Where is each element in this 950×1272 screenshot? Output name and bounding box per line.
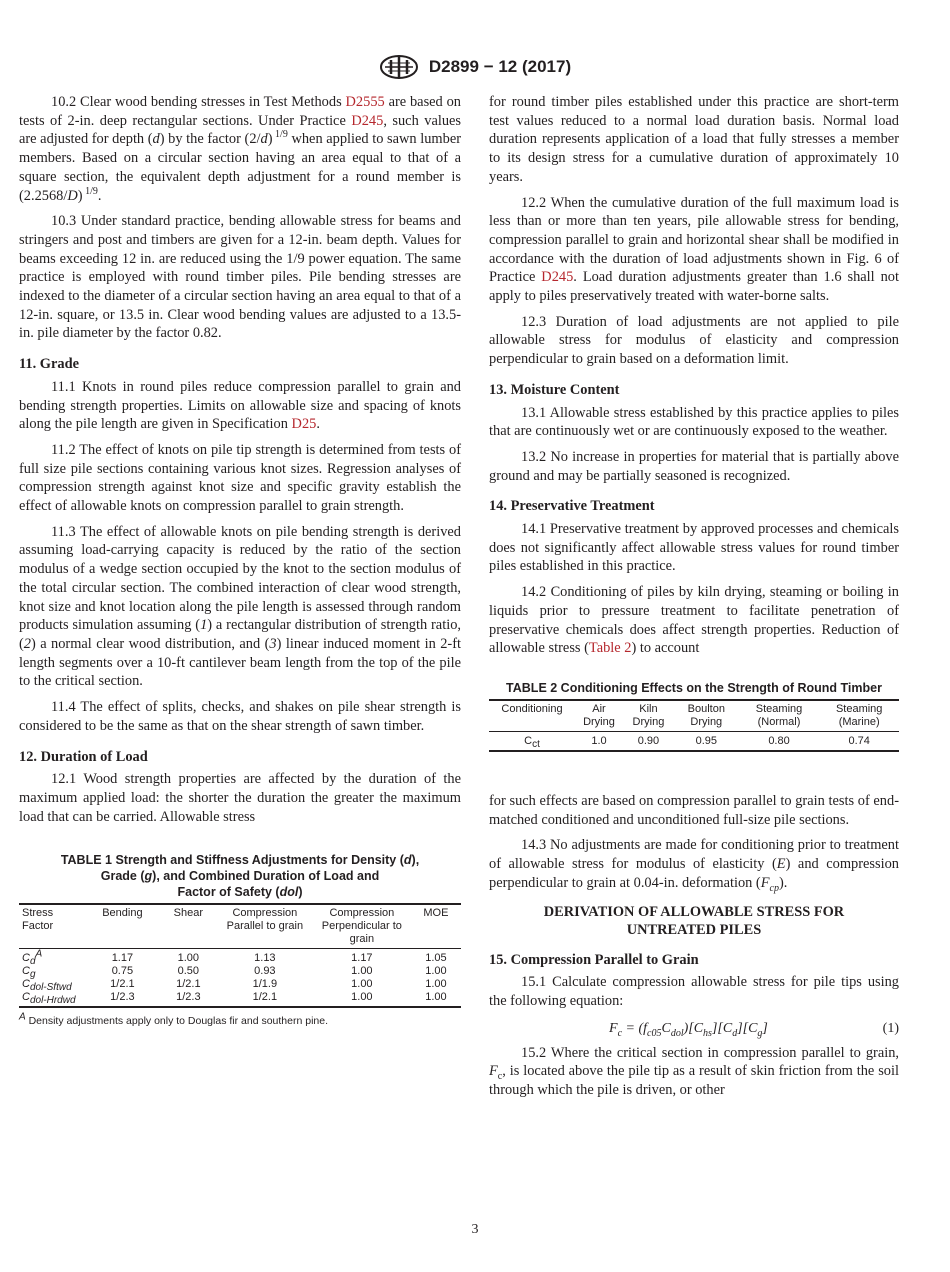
table-row [19,991,461,1007]
table-2-title: TABLE 2 Conditioning Effects on the Strength of Round Timber [506,680,882,695]
table-1 [19,852,461,1031]
table-cell: 0.90 [623,731,674,751]
paragraph-14-2-continued: for such effects are based on compression parallel to grain tests of end-matched conditioned and unconditioned full-size pile sections. [489,792,899,828]
table-2-header: Conditioning [489,700,575,732]
page-header [0,54,950,84]
table-cell: 1.00 [425,978,447,991]
paragraph-14-1: 14.1 Preservative treatment by approved processes and chemicals does not significantly affect allowable stress values for round timber piles established in this practice. [489,521,899,575]
table-cell: 1/2.3 [85,991,160,1007]
table-cell: 1.17 [111,952,134,965]
document-id: D2899 − 12 (2017) [428,57,572,76]
ref-table-2[interactable]: Table 2 [588,640,632,657]
paragraph-10-3: 10.3 Under standard practice, bending allowable stress for beams and stringers and post and timbers are given for a 12-in. beam depth. Values for beams exceeding 12 in. are reduced using the 1/9 power equation. The same practice is employed with round timber piles. Pile bending stresses are indexed to the diameter of a circular section having an area equal to that of a 12-in. square, or 13.5 in. Clear wood bending values are adjusted to a 13.5-in. pile diameter by the factor 0.82. [19,213,461,342]
paragraph-11-2: 11.2 The effect of knots on pile tip strength is determined from tests of full size pile sections containing various knot sizes. Regression analyses of compression strength against knot size and specific gravity establish the effect of allowable knots on compression parallel to grain strength. [19,441,461,515]
table-cell: 1.00 [351,965,373,978]
table-cell: 1.17 [351,952,373,965]
table-1-header: Shear [160,904,217,949]
table-cell: 1/1.9 [252,978,278,991]
table-cell: $C_{ct}$ [489,731,575,751]
table-2-header: Kiln Drying [623,700,674,732]
table-row [19,978,461,991]
ref-d2555[interactable]: D2555 [345,94,385,110]
table-1-footnote: $^A$ Density adjustments apply only to Douglas fir and southern pine. [19,1011,329,1028]
equation-1-body: $F_c = (f_{c05}C_{dol})[C_{hs}][C_d][C_g]$ [609,1020,768,1039]
table-cell: 1.0 [575,731,623,751]
table-1-grid [19,903,461,1008]
paragraph-12-1: 12.1 Wood strength properties are affected by the duration of the maximum applied load: the shorter the duration the greater the maximum load that can be carried. Allowable stress [19,771,461,825]
table-1-header: Compression Parallel to grain [217,904,313,949]
table-cell: 1.13 [254,952,276,965]
table-2-grid [489,699,899,752]
equation-1-number: (1) [882,1020,899,1036]
table-cell: 0.50 [177,965,200,978]
paragraph-13-2: 13.2 No increase in properties for material that is partially above ground and may be partially seasoned is recognized. [489,448,899,484]
section-13-heading: 13. Moisture Content [489,381,620,398]
table-row [19,965,461,978]
table-cell: 0.74 [819,731,899,751]
table-1-header: MOE [411,904,461,949]
table-cell: $C_g$ [22,965,36,981]
paragraph-15-1: 15.1 Calculate compression allowable stress for pile tips using the following equation: [489,974,899,1009]
left-column [19,93,461,1031]
table-cell: 0.95 [674,731,739,751]
table-2 [489,680,899,752]
table-2-header: Boulton Drying [674,700,739,732]
equation-1 [489,1018,899,1040]
table-cell: 1.00 [313,991,411,1007]
table-1-header-row [19,904,461,949]
table-row [19,949,461,966]
table-2-header: Steaming (Normal) [739,700,820,732]
table-2-header-row [489,700,899,732]
paragraph-15-2: 15.2 Where the critical section in compression parallel to grain, $F_c$, is located above the pile tip as a result of skin friction from the soil through which the pile is driven, or other [489,1044,899,1099]
section-11-heading: 11. Grade [19,356,79,373]
table-row [489,731,899,751]
table-cell: 1.00 [351,978,373,991]
paragraph-12-3: 12.3 Duration of load adjustments are not applied to pile allowable stress for modulus of elasticity and compression perpendicular to grain based on a deformation limit. [489,313,899,368]
table-cell: 1/2.3 [160,991,217,1007]
right-column [489,93,899,1107]
paragraph-14-3: 14.3 No adjustments are made for conditioning prior to treatment of allowable stress for modulus of elasticity (E) and compression perpendicular to grain at 0.04-in. deformation $(F_{cp})$. [489,837,899,894]
section-14-heading: 14. Preservative Treatment [489,498,655,515]
ref-d245[interactable]: D245 [351,112,384,129]
table-cell: 1/2.1 [110,978,135,991]
paragraph-12-2: 12.2 When the cumulative duration of the full maximum load is less than or more than ten years, pile allowable stress for bending, compression parallel to grain and horizontal shear shall be modified in accordance with the duration of load adjustments shown in Fig. 6 of Practice D245. Load duration adjustments greater than 1.6 shall not apply to piles preservatively treated with water-borne salts. [489,194,899,305]
table-cell: 1.00 [177,952,200,965]
paragraph-11-4: 11.4 The effect of splits, checks, and shakes on pile shear strength is considered to be the same as that on the shear strength of sawn timber. [19,699,461,734]
table-cell: $C_{dol-Sftwd}$ [22,978,72,994]
paragraph-14-2: 14.2 Conditioning of piles by kiln drying, steaming or boiling in liquids prior to pressure treatment to facilitate penetration of preservative chemicals does affect strength properties. Reduction of allowable stress (Table 2) to account [489,584,899,657]
table-1-title: TABLE 1 Strength and Stiffness Adjustments for Density (d), Grade (g), and Combined Duration of Load and Factor of Safety (dol) [60,853,420,900]
table-2-header: Air Drying [575,700,623,732]
table-cell: 0.80 [739,731,820,751]
paragraph-13-1: 13.1 Allowable stress established by this practice applies to piles that are continuously wet or are continuously exposed to the weather. [489,404,899,440]
table-cell: $C_d^A$ [22,948,43,968]
table-cell: 1.05 [425,952,447,965]
paragraph-11-1: 11.1 Knots in round piles reduce compression parallel to grain and bending strength properties. Limits on allowable size and spacing of knots along the pile length are given in Specification D25. [19,378,461,433]
table-1-header: Bending [85,904,160,949]
table-cell: 1.00 [425,965,447,978]
paragraph-12-1-continued: for round timber piles established under this practice are short-term test values reduced to a normal load duration basis. Normal load duration represents application of a load that fully stresses a member to its design stress for a cumulative duration of approximately 10 years. [489,94,899,185]
section-12-heading: 12. Duration of Load [19,748,148,765]
derivation-heading: DERIVATION OF ALLOWABLE STRESS FOR UNTREATED PILES [543,903,845,938]
table-1-header: Stress Factor [19,904,85,949]
table-cell: 1/2.1 [217,991,313,1007]
paragraph-11-3: 11.3 The effect of allowable knots on pile bending strength is derived assuming load-carrying capacity is reduced by the ratio of the section modulus of a wedge section occupied by the knot to the section modulus of the total circular section. The combined interaction of clear wood strength, knot size and knot location along the pile length is assessed through random products simulation assuming (1) a rectangular distribution of strength ratio, (2) a normal clear wood distribution, and (3) linear induced moment in 2-ft length segments over a 10-ft cantilever beam length from the top of the pile to the critical section. [19,523,461,690]
page-number: 3 [471,1222,479,1237]
paragraph-10-2: 10.2 Clear wood bending stresses in Test Methods D2555 are based on tests of 2-in. deep rectangular sections. Under Practice D245, such values are adjusted for depth (d) by the factor (2/d) $^{1/9}$ when applied to sawn lumber members. Based on a circular section having an area equal to that of a square section, the equivalent depth adjustment for a round member is (2.2568/D) $^{1/9}$. [19,94,462,204]
table-1-header: Compression Perpendicular to grain [313,904,411,949]
table-2-header: Steaming (Marine) [819,700,899,732]
table-cell: 1.00 [411,991,461,1007]
table-cell: 0.93 [254,965,276,978]
table-cell: 1/2.1 [176,978,201,991]
table-cell: $C_{dol-Hrdwd}$ [19,991,85,1007]
section-15-heading: 15. Compression Parallel to Grain [489,951,699,968]
ref-d245[interactable]: D245 [541,269,574,286]
astm-logo-icon [379,54,419,80]
ref-d25[interactable]: D25 [291,416,317,433]
table-cell: 0.75 [111,965,134,978]
